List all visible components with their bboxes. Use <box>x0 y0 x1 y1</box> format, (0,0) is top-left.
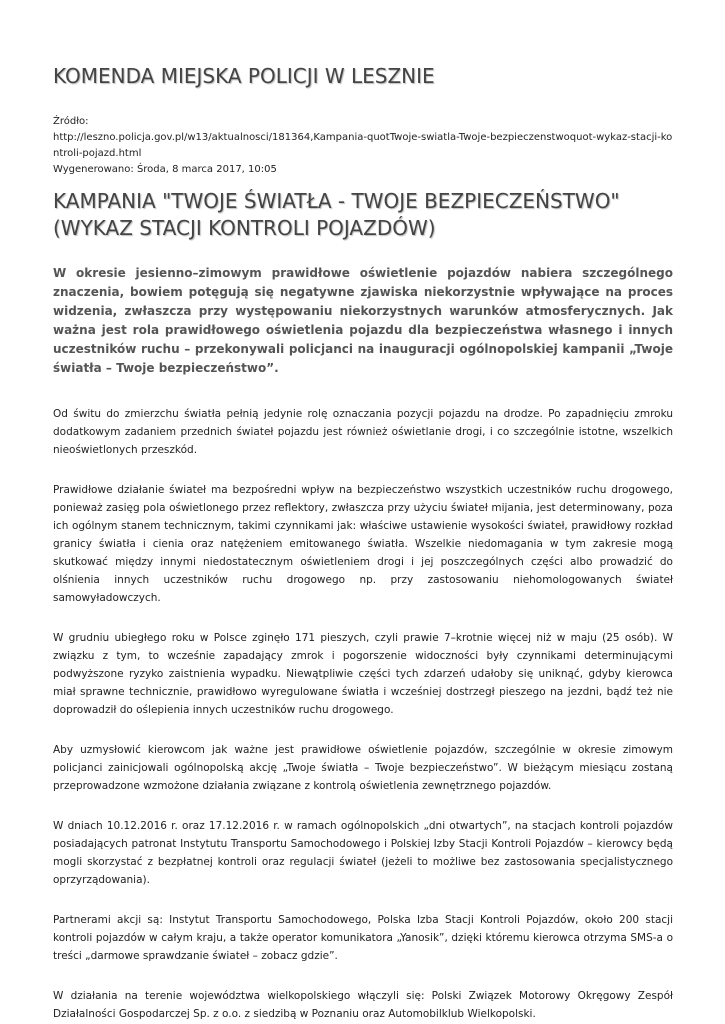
article-paragraph: Partnerami akcji są: Instytut Transportu Samochodowego, Polska Izba Stacji Kontroli Pojazdów, około 200 stacji kontroli pojazdów w całym kraju, a także operator komunikatora „Yanosik”, dzięki któremu kierowca otrzyma SMS-a o treści „darmowe sprawdzanie świateł – zobacz gdzie”. <box>53 914 673 962</box>
article-paragraph: Od świtu do zmierzchu światła pełnią jedynie rolę oznaczania pozycji pojazdu na drodze. Po zapadnięciu zmroku dodatkowym zadaniem przednich świateł pojazdu jest również oświetlanie drogi, i co szczególnie istotne, wszelkich nieoświetlonych przeszkód. <box>53 408 673 456</box>
site-title: KOMENDA MIEJSKA POLICJI W LESZNIE <box>53 64 435 88</box>
source-url: http://leszno.policja.gov.pl/w13/aktualnosci/181364,Kampania-quotTwoje-swiatla-Twoje-bezpieczenstwoquot-wykaz-stacji-kontroli-pojazd.html <box>53 132 673 159</box>
article-paragraph: Aby uzmysłowić kierowcom jak ważne jest prawidłowe oświetlenie pojazdów, szczególnie w okresie zimowym policjanci zainicjowali ogólnopolską akcję „Twoje światła – Twoje bezpieczeństwo”. W bieżącym miesiącu zostaną przeprowadzone wzmożone działania związane z kontrolą oświetlenia zewnętrznego pojazdów. <box>53 744 673 792</box>
document-page <box>53 62 673 1023</box>
generated-date: Wygenerowano: Środa, 8 marca 2017, 10:05 <box>53 164 277 175</box>
article-paragraph: W działania na terenie województwa wielkopolskiego włączyli się: Polski Związek Motorowy Okręgowy Zespół Działalności Gospodarczej Sp. z o.o. z siedzibą w Poznaniu oraz Automobilklub Wielkopolski. <box>53 990 673 1020</box>
article-paragraph: Prawidłowe działanie świateł ma bezpośredni wpływ na bezpieczeństwo wszystkich uczestników ruchu drogowego, ponieważ zasięg pola oświetlonego przez reflektory, zwłaszcza przy użyciu świateł mijania, jest determinowany, poza ich ogólnym stanem technicznym, takimi czynnikami jak: właściwe ustawienie wysokości świateł, prawidłowy rozkład granicy światła i cienia oraz natężeniem emitowanego światła. Wszelkie niedomagania w tym zakresie mogą skutkować między innymi niedostatecznym oświetleniem drogi i jej poszczególnych części albo prowadzić do olśnienia innych uczestników ruchu drogowego np. przy zastosowaniu niehomologowanych świateł samowyładowczych. <box>53 484 673 604</box>
source-label: Źródło: <box>53 116 89 127</box>
article-paragraph: W dniach 10.12.2016 r. oraz 17.12.2016 r. w ramach ogólnopolskich „dni otwartych”, na stacjach kontroli pojazdów posiadających patronat Instytutu Transportu Samochodowego i Polskiej Izby Stacji Kontroli Pojazdów – kierowcy będą mogli skorzystać z bezpłatnej kontroli oraz regulacji świateł (jeżeli to możliwe bez zastosowania specjalistycznego oprzyrządowania). <box>53 820 673 886</box>
article-paragraph: W grudniu ubiegłego roku w Polsce zginęło 171 pieszych, czyli prawie 7–krotnie więcej niż w maju (25 osób). W związku z tym, to wcześnie zapadający zmrok i pogorszenie widoczności były czynnikami determinującymi podwyższone ryzyko zaistnienia wypadku. Niewątpliwie części tych zdarzeń udałoby się uniknąć, gdyby kierowca miał sprawne technicznie, prawidłowo wyregulowane światła i wcześniej dostrzegł pieszego na jezdni, bądź też nie doprowadził do oślepienia innych uczestników ruchu drogowego. <box>53 632 673 716</box>
source-meta <box>53 114 673 178</box>
article-title: KAMPANIA "TWOJE ŚWIATŁA - TWOJE BEZPIECZEŃSTWO" (WYKAZ STACJI KONTROLI POJAZDÓW) <box>53 189 620 240</box>
article-lead: W okresie jesienno–zimowym prawidłowe oświetlenie pojazdów nabiera szczególnego znaczenia, bowiem potęgują się negatywne zjawiska niekorzystnie wpływające na proces widzenia, zwłaszcza przy występowaniu niekorzystnych warunków atmosferycznych. Jak ważna jest rola prawidłowego oświetlenia pojazdu dla bezpieczeństwa własnego i innych uczestników ruchu – przekonywali policjanci na inauguracji ogólnopolskiej kampanii „Twoje światła – Twoje bezpieczeństwo”. <box>53 266 673 375</box>
